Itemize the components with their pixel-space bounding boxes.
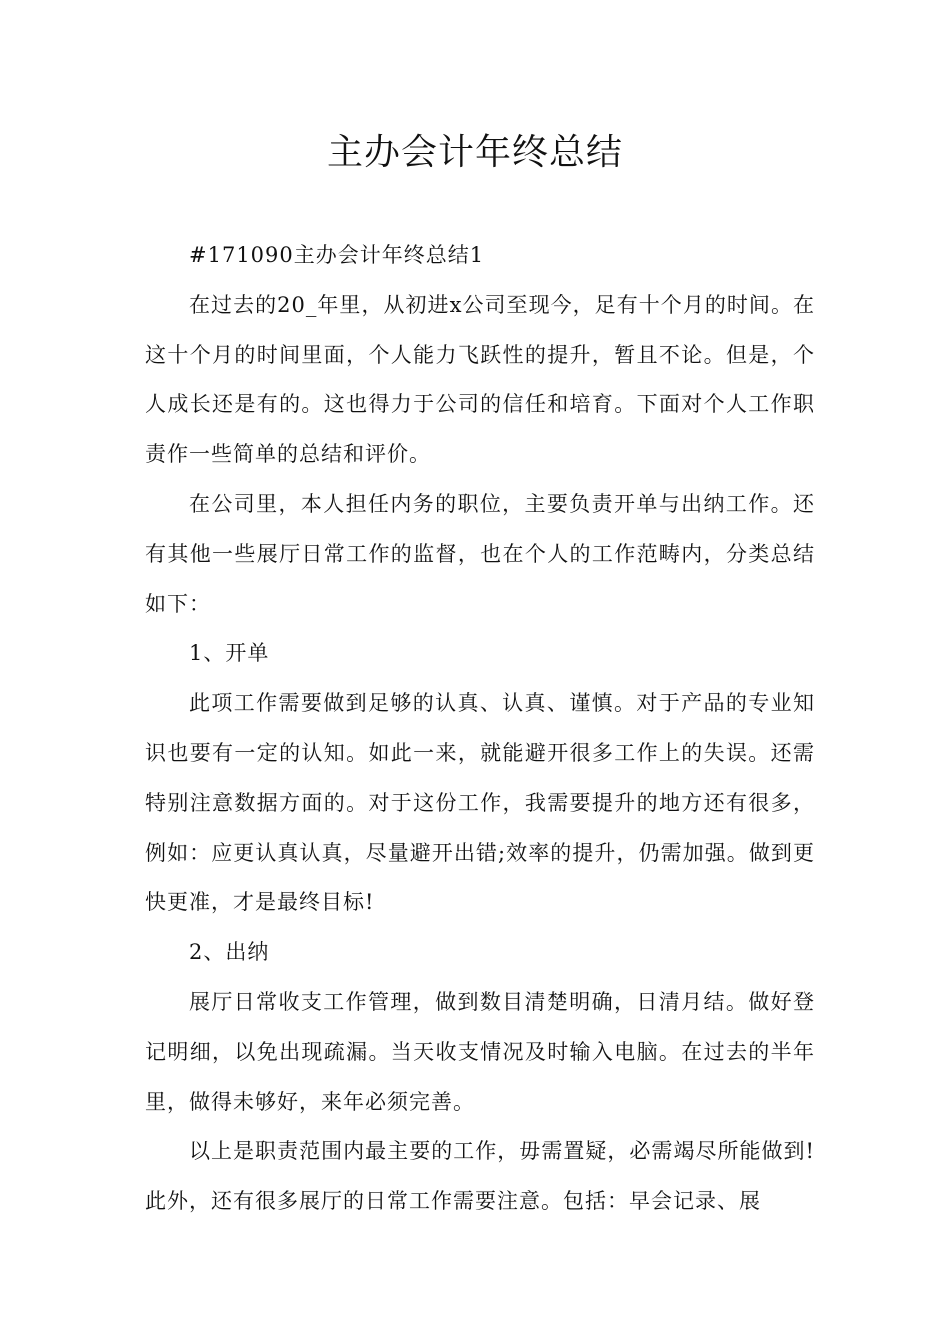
document-title: 主办会计年终总结	[326, 132, 623, 173]
section-heading-invoicing: 1、开单	[189, 641, 270, 666]
section-heading-cashier: 2、出纳	[189, 940, 270, 965]
paragraph-role: 在公司里，本人担任内务的职位，主要负责开单与出纳工作。还有其他一些展厅日常工作的监督，也在个人的工作范畴内，分类总结如下：	[145, 491, 815, 616]
document-body	[145, 231, 815, 1227]
paragraph-cashier: 展厅日常收支工作管理，做到数目清楚明确，日清月结。做好登记明细，以免出现疏漏。当天收支情况及时输入电脑。在过去的半年里，做得未够好，来年必须完善。	[145, 989, 815, 1114]
paragraph-other-duties: 以上是职责范围内最主要的工作，毋需置疑，必需竭尽所能做到!此外，还有很多展厅的日常工作需要注意。包括：早会记录、展	[145, 1139, 815, 1214]
paragraph-intro: 在过去的20_年里，从初进x公司至现今，足有十个月的时间。在这十个月的时间里面，个人能力飞跃性的提升，暂且不论。但是，个人成长还是有的。这也得力于公司的信任和培育。下面对个人工作职责作一些简单的总结和评价。	[145, 292, 815, 467]
paragraph-heading-ref: #171090主办会计年终总结1	[189, 243, 485, 267]
paragraph-invoicing: 此项工作需要做到足够的认真、认真、谨慎。对于产品的专业知识也要有一定的认知。如此一来，就能避开很多工作上的失误。还需特别注意数据方面的。对于这份工作，我需要提升的地方还有很多，例如：应更认真认真，尽量避开出错;效率的提升，仍需加强。做到更快更准，才是最终目标!	[145, 691, 815, 915]
